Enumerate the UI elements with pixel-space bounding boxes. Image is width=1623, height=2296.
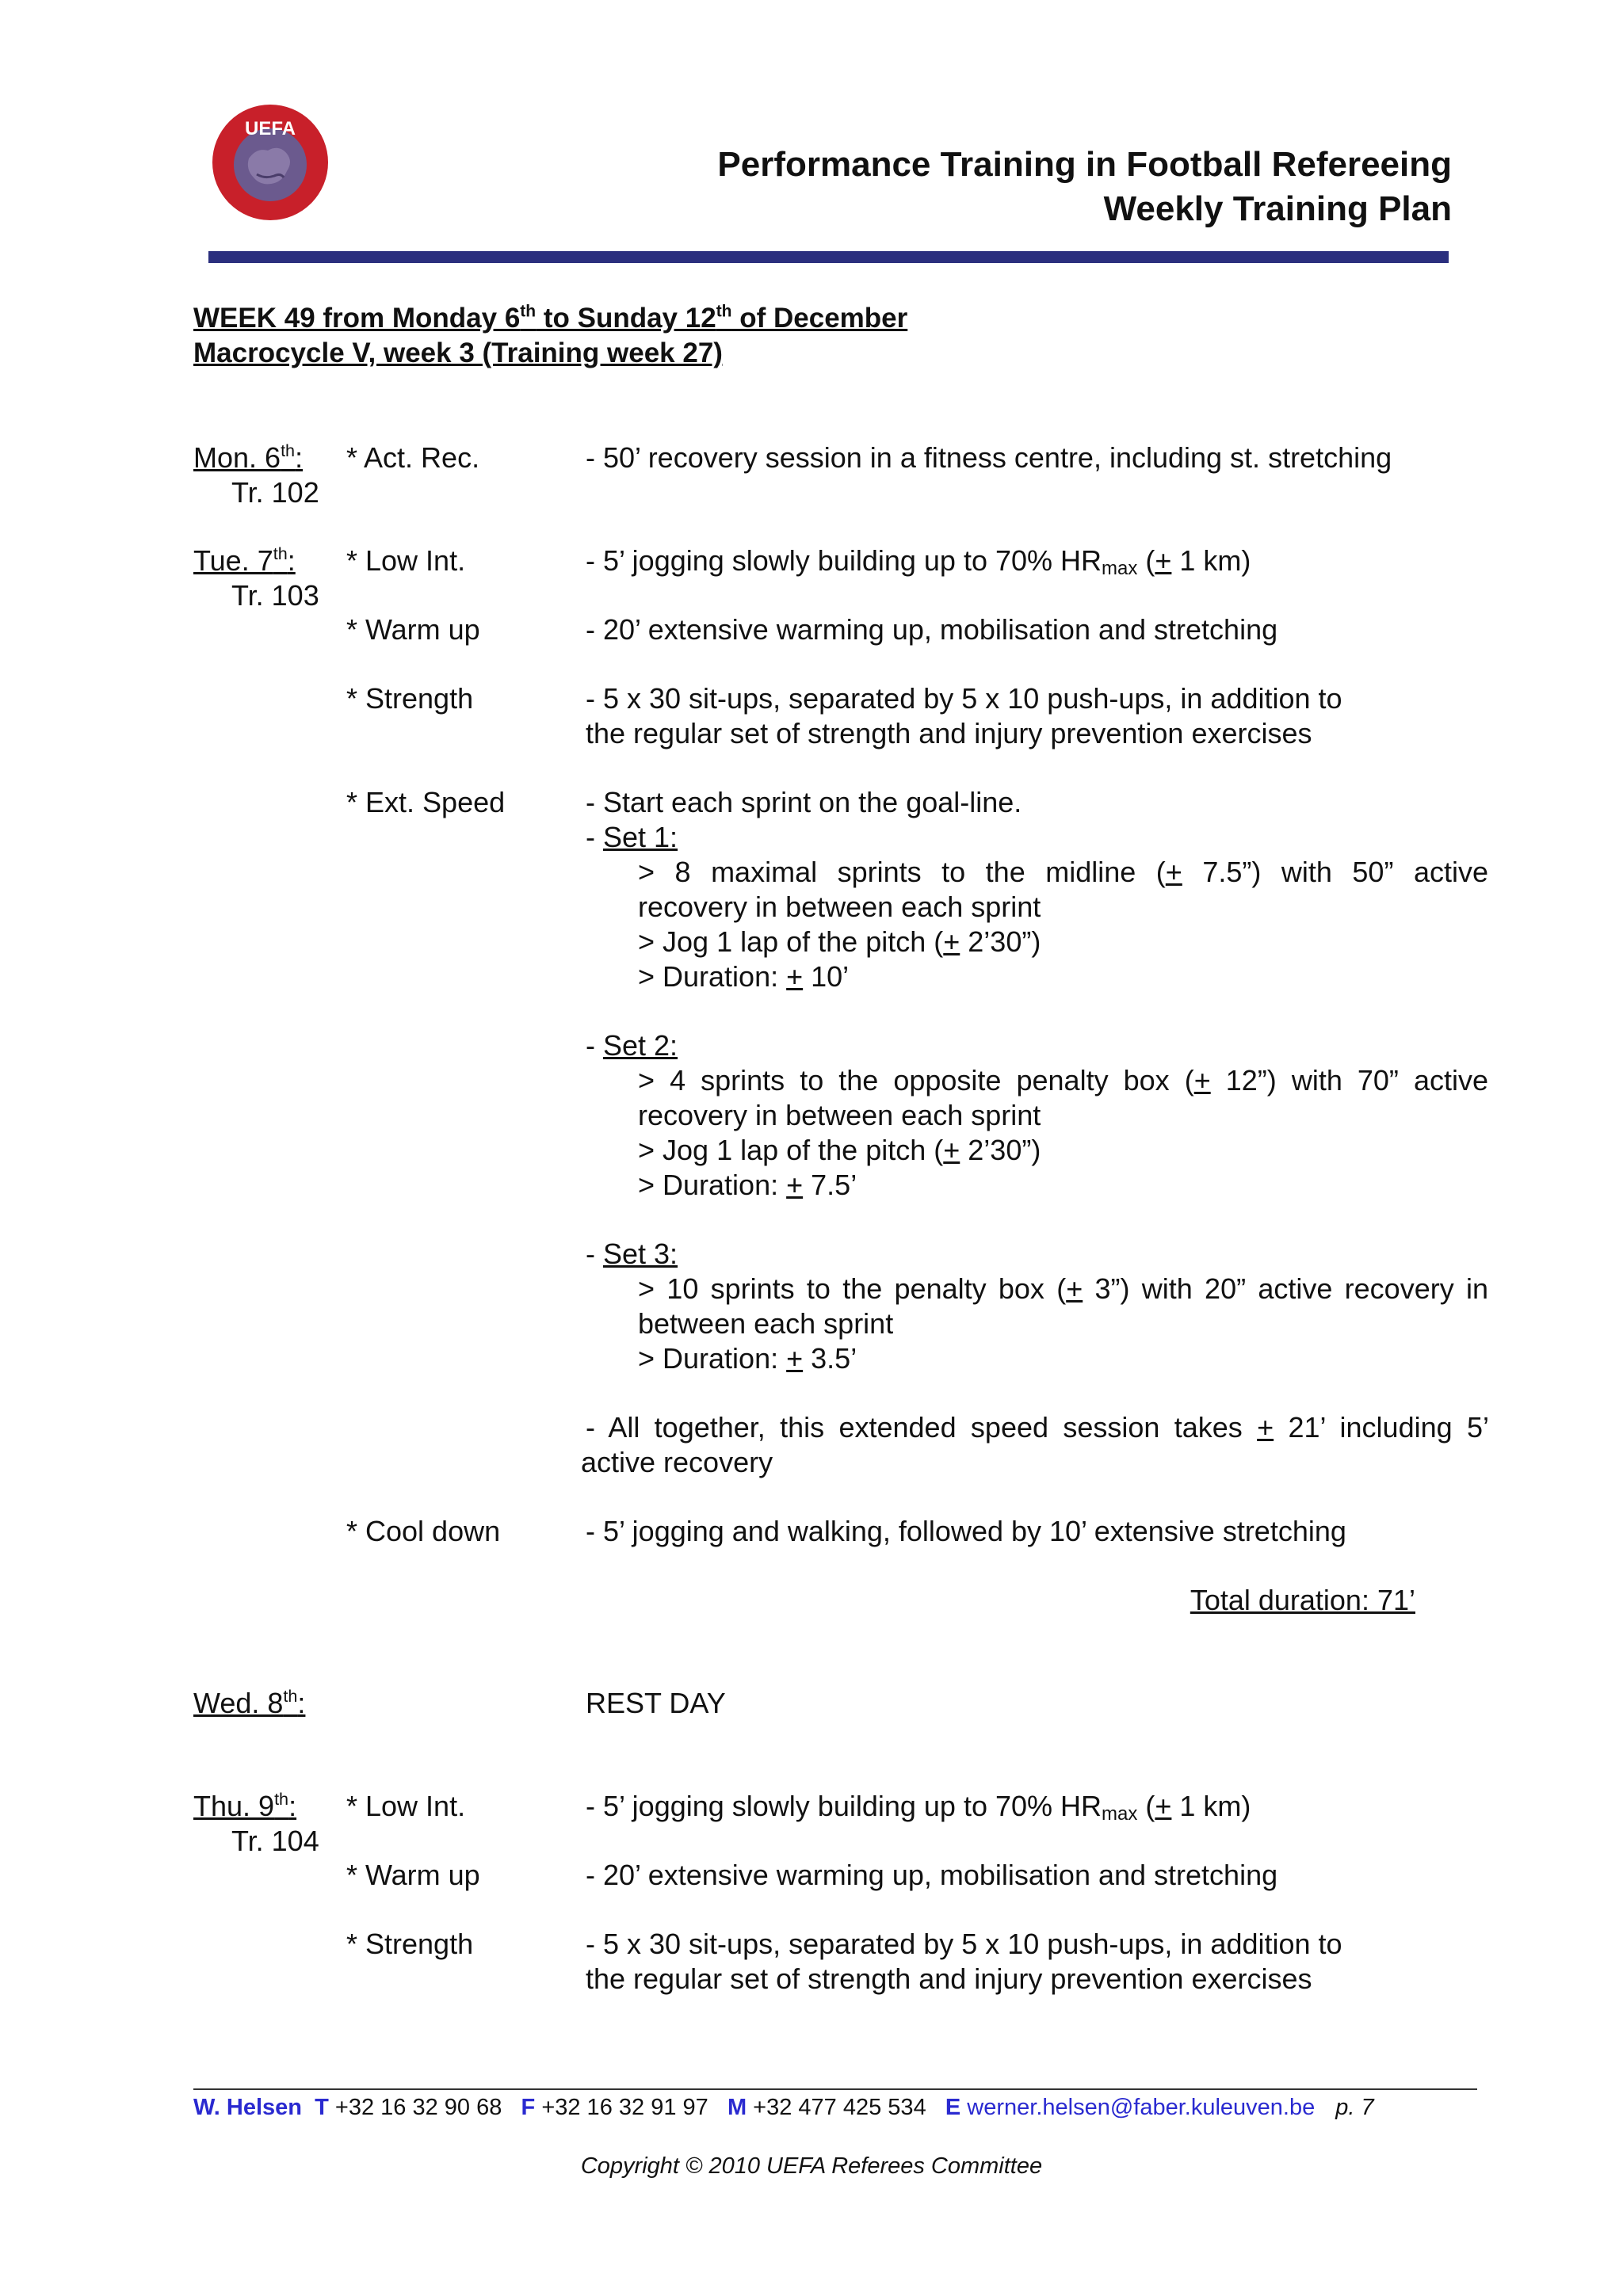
training-number-monday: Tr. 102: [231, 476, 319, 509]
copyright: Copyright © 2010 UEFA Referees Committee: [580, 2153, 1043, 2179]
description-warm-up: - 20’ extensive warming up, mobilisation and stretching: [586, 613, 1278, 646]
footer-rule: [193, 2088, 1477, 2090]
description-strength-line2: the regular set of strength and injury prevention exercises: [586, 717, 1312, 749]
description-warm-up-thursday: - 20’ extensive warming up, mobilisation and stretching: [586, 1859, 1278, 1891]
category-low-int-thursday: * Low Int.: [346, 1790, 466, 1822]
set-3-recovery: between each sprint: [638, 1307, 894, 1340]
category-strength: * Strength: [346, 682, 474, 715]
day-label-monday: Mon. 6th:: [193, 440, 304, 474]
page-number: p. 7: [1335, 2095, 1374, 2120]
fax-number: +32 16 32 91 97: [541, 2095, 708, 2120]
author-name: W. Helsen: [193, 2095, 302, 2120]
document-title: Performance Training in Football Refereeing: [717, 145, 1452, 184]
training-number-tuesday: Tr. 103: [231, 579, 319, 612]
mobile-number: +32 477 425 534: [753, 2095, 926, 2120]
ext-speed-intro: - Start each sprint on the goal-line.: [586, 786, 1022, 818]
rest-day: REST DAY: [586, 1687, 726, 1719]
category-warm-up: * Warm up: [346, 613, 480, 646]
category-act-rec: * Act. Rec.: [346, 441, 480, 474]
set-1-sprints: > 8 maximal sprints to the midline (+ 7.5”) with 50” active: [638, 856, 1488, 888]
total-duration: Total duration: 71’: [1190, 1584, 1415, 1616]
category-strength-thursday: * Strength: [346, 1928, 474, 1960]
ext-speed-summary: - All together, this extended speed session takes + 21’ including 5’: [586, 1411, 1489, 1444]
day-label-wednesday: Wed. 8th:: [193, 1685, 306, 1719]
description-low-int: - 5’ jogging slowly building up to 70% HRmax (+ 1 km): [586, 544, 1251, 579]
set-2-heading: - Set 2:: [586, 1029, 678, 1062]
set-2-sprints: > 4 sprints to the opposite penalty box (+ 12”) with 70” active: [638, 1064, 1488, 1097]
category-ext-speed: * Ext. Speed: [346, 786, 506, 818]
document-subtitle: Weekly Training Plan: [1103, 189, 1452, 228]
set-1-heading: - Set 1:: [586, 821, 678, 853]
set-2-duration: > Duration: + 7.5’: [638, 1169, 857, 1201]
ext-speed-summary-line2: active recovery: [581, 1446, 773, 1478]
set-2-recovery: recovery in between each sprint: [638, 1099, 1041, 1131]
description-act-rec: - 50’ recovery session in a fitness centre, including st. stretching: [586, 441, 1392, 474]
description-low-int-thursday: - 5’ jogging slowly building up to 70% HRmax (+ 1 km): [586, 1790, 1251, 1825]
set-3-heading: - Set 3:: [586, 1238, 678, 1270]
training-number-thursday: Tr. 104: [231, 1825, 319, 1857]
day-label-thursday: Thu. 9th:: [193, 1788, 297, 1822]
uefa-logo: [211, 103, 330, 222]
category-warm-up-thursday: * Warm up: [346, 1859, 480, 1891]
svg-text:UEFA: UEFA: [244, 118, 296, 139]
set-3-sprints: > 10 sprints to the penalty box (+ 3”) with 20” active recovery in: [638, 1272, 1488, 1305]
description-strength-thursday-line1: - 5 x 30 sit-ups, separated by 5 x 10 push-ups, in addition to: [586, 1928, 1342, 1960]
set-2-jog: > Jog 1 lap of the pitch (+ 2’30”): [638, 1134, 1041, 1166]
phone-number: +32 16 32 90 68: [334, 2095, 502, 2120]
description-cool-down: - 5’ jogging and walking, followed by 10’ extensive stretching: [586, 1515, 1346, 1547]
set-3-duration: > Duration: + 3.5’: [638, 1342, 857, 1375]
description-strength-line1: - 5 x 30 sit-ups, separated by 5 x 10 push-ups, in addition to: [586, 682, 1342, 715]
header-rule: [208, 251, 1449, 263]
description-strength-thursday-line2: the regular set of strength and injury prevention exercises: [586, 1962, 1312, 1995]
day-label-tuesday: Tue. 7th:: [193, 543, 296, 577]
set-1-jog: > Jog 1 lap of the pitch (+ 2’30”): [638, 925, 1041, 958]
category-cool-down: * Cool down: [346, 1515, 501, 1547]
week-heading: WEEK 49 from Monday 6th to Sunday 12th of December: [193, 302, 908, 334]
email-link[interactable]: werner.helsen@faber.kuleuven.be: [967, 2095, 1316, 2120]
footer-contact: W. Helsen T +32 16 32 90 68 F +32 16 32 91 97 M +32 477 425 534 E werner.helsen@faber.kuleuven.be p. 7: [193, 2095, 1374, 2120]
category-low-int: * Low Int.: [346, 544, 466, 577]
macrocycle-heading: Macrocycle V, week 3 (Training week 27): [193, 338, 723, 368]
set-1-recovery: recovery in between each sprint: [638, 891, 1041, 923]
set-1-duration: > Duration: + 10’: [638, 960, 850, 993]
